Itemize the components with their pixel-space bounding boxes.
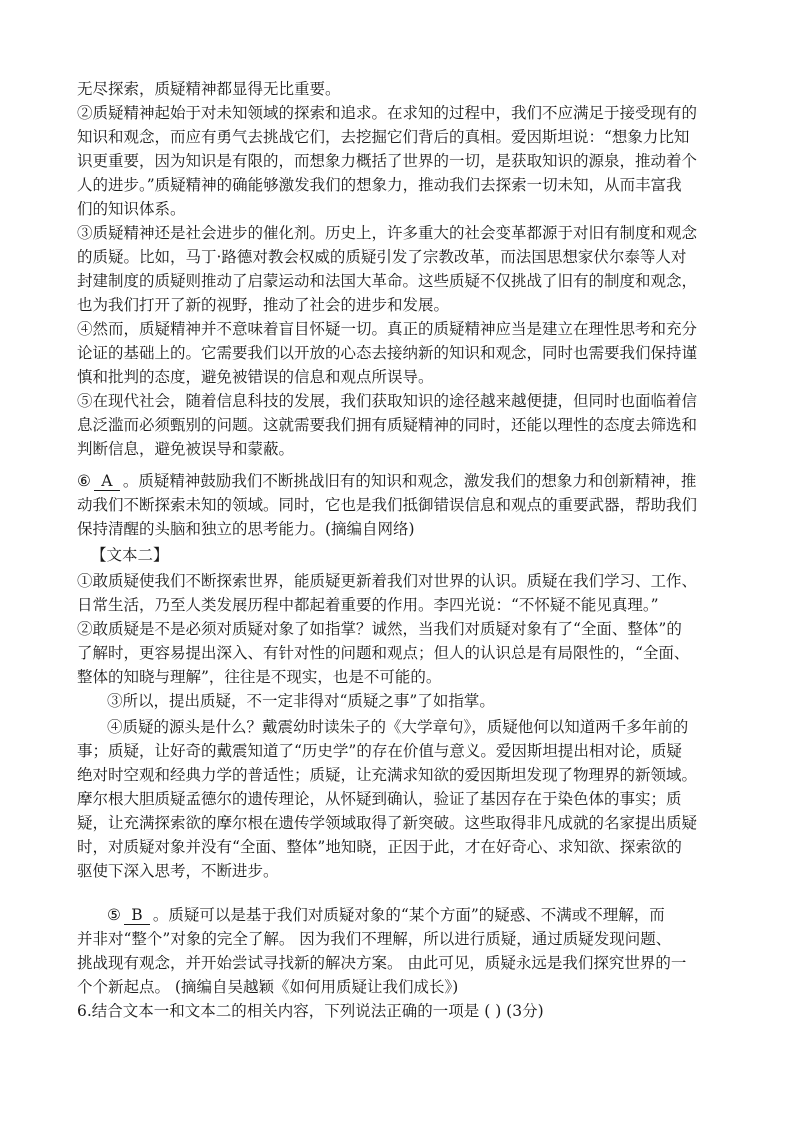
- text1-line: 息泛滥而必须甄别的问题。这就需要我们拥有质疑精神的同时，还能以理性的态度去筛选和: [77, 416, 698, 434]
- text2-line: 疑，让充满探索欲的摩尔根在遗传学领域取得了新突破。这些取得非凡成就的名家提出质疑: [77, 814, 698, 832]
- text2-line: 日常生活，乃至人类发展历程中都起着重要的作用。李四光说：“不怀疑不能见真理。”: [77, 596, 659, 614]
- text1-line: 们的知识体系。: [77, 200, 186, 218]
- text2-line: 驱使下深入思考，不断进步。: [77, 862, 279, 880]
- answer-blank-a[interactable]: A: [94, 472, 120, 491]
- question-6[interactable]: 6.结合文本一和文本二的相关内容，下列说法正确的一项是 ( ) (3分): [77, 1002, 544, 1020]
- text2-line: 整体的知晓与理解”，往往是不现实，也是不可能的。: [77, 668, 442, 686]
- text2-line: 个个新起点。 (摘编自吴越颖《如何用质疑让我们成长》): [77, 978, 459, 996]
- text1-line: 无尽探索，质疑精神都显得无比重要。: [77, 80, 341, 98]
- paragraph-number: ⑥: [77, 472, 91, 490]
- text1-line: ④然而，质疑精神并不意味着盲目怀疑一切。真正的质疑精神应当是建立在理性思考和充分: [77, 320, 698, 338]
- paragraph-text: 。质疑可以是基于我们对质疑对象的“某个方面”的疑惑、不满或不理解，而: [152, 906, 665, 924]
- text2-line: ①敢质疑使我们不断探索世界，能质疑更新着我们对世界的认识。质疑在我们学习、工作、: [77, 572, 698, 590]
- text1-line: ⑤在现代社会，随着信息科技的发展，我们获取知识的途径越来越便捷，但同时也面临着信: [77, 392, 698, 410]
- text1-line: 保持清醒的头脑和独立的思考能力。(摘编自网络): [77, 520, 415, 538]
- paragraph-6-first-line: [77, 470, 727, 492]
- text1-line: 封建制度的质疑则推动了启蒙运动和法国大革命。这些质疑不仅挑战了旧有的制度和观念，: [77, 272, 698, 290]
- text1-line: 论证的基础上的。它需要我们以开放的心态去接纳新的知识和观念，同时也需要我们保持谨: [77, 344, 698, 362]
- text1-line: ③质疑精神还是社会进步的催化剂。历史上，许多重大的社会变革都源于对旧有制度和观念: [77, 224, 698, 242]
- text2-line: 事；质疑，让好奇的戴震知道了“历史学”的存在价值与意义。爱因斯坦提出相对论，质疑: [77, 742, 682, 760]
- paragraph-text: 。质疑精神鼓励我们不断挑战旧有的知识和观念，激发我们的想象力和创新精神，推: [122, 472, 697, 490]
- text1-line: 的质疑。比如，马丁·路德对教会权威的质疑引发了宗教改革，而法国思想家伏尔泰等人对: [77, 248, 687, 266]
- text1-line: 识更重要，因为知识是有限的，而想象力概括了世界的一切，是获取知识的源泉，推动着个: [77, 152, 698, 170]
- paragraph-number: ⑤: [107, 906, 121, 924]
- text2-line: 摩尔根大胆质疑孟德尔的遗传理论，从怀疑到确认，验证了基因存在于染色体的事实；质: [77, 790, 682, 808]
- text2-paragraph-3: ③所以，提出质疑，不一定非得对“质疑之事”了如指掌。: [107, 692, 495, 710]
- text1-line: 慎和批判的态度，避免被错误的信息和观点所误导。: [77, 368, 434, 386]
- text1-line: ②质疑精神起始于对未知领域的探索和追求。在求知的过程中，我们不应满足于接受现有的: [77, 104, 698, 122]
- answer-blank-b[interactable]: B: [124, 906, 150, 925]
- text2-line: 时，对质疑对象并没有“全面、整体”地知晓，正因于此，才在好奇心、求知欲、探索欲的: [77, 838, 682, 856]
- text1-line: 动我们不断探索未知的领域。同时，它也是我们抵御错误信息和观点的重要武器，帮助我们: [77, 496, 698, 514]
- text1-line: 人的进步。”质疑精神的确能够激发我们的想象力，推动我们去探索一切未知，从而丰富我: [77, 176, 682, 194]
- text1-line: 也为我们打开了新的视野，推动了社会的进步和发展。: [77, 296, 450, 314]
- text1-line: 判断信息，避免被误导和蒙蔽。: [77, 440, 295, 458]
- section-heading-text2: 【文本二】: [91, 546, 169, 564]
- text2-line: 绝对时空观和经典力学的普适性；质疑，让充满求知欲的爱因斯坦发现了物理界的新领域。: [77, 766, 698, 784]
- text2-line: 挑战现有观念，并开始尝试寻找新的解决方案。 由此可见，质疑永远是我们探究世界的一: [77, 954, 687, 972]
- text1-line: 知识和观念，而应有勇气去挑战它们，去挖掘它们背后的真相。爱因斯坦说：“想象力比知: [77, 128, 690, 146]
- text2-line: ④质疑的源头是什么？戴震幼时读朱子的《大学章句》，质疑他何以知道两千多年前的: [107, 718, 689, 736]
- text2-line: ②敢质疑是不是必须对质疑对象了如指掌？诚然，当我们对质疑对象有了“全面、整体”的: [77, 620, 682, 638]
- text2-line: 了解时，更容易提出深入、有针对性的问题和观点；但人的认识总是有局限性的，“全面、: [77, 644, 690, 662]
- paragraph-5-first-line: [107, 904, 727, 926]
- text2-line: 并非对“整个”对象的完全了解。 因为我们不理解，所以进行质疑，通过质疑发现问题、: [77, 930, 672, 948]
